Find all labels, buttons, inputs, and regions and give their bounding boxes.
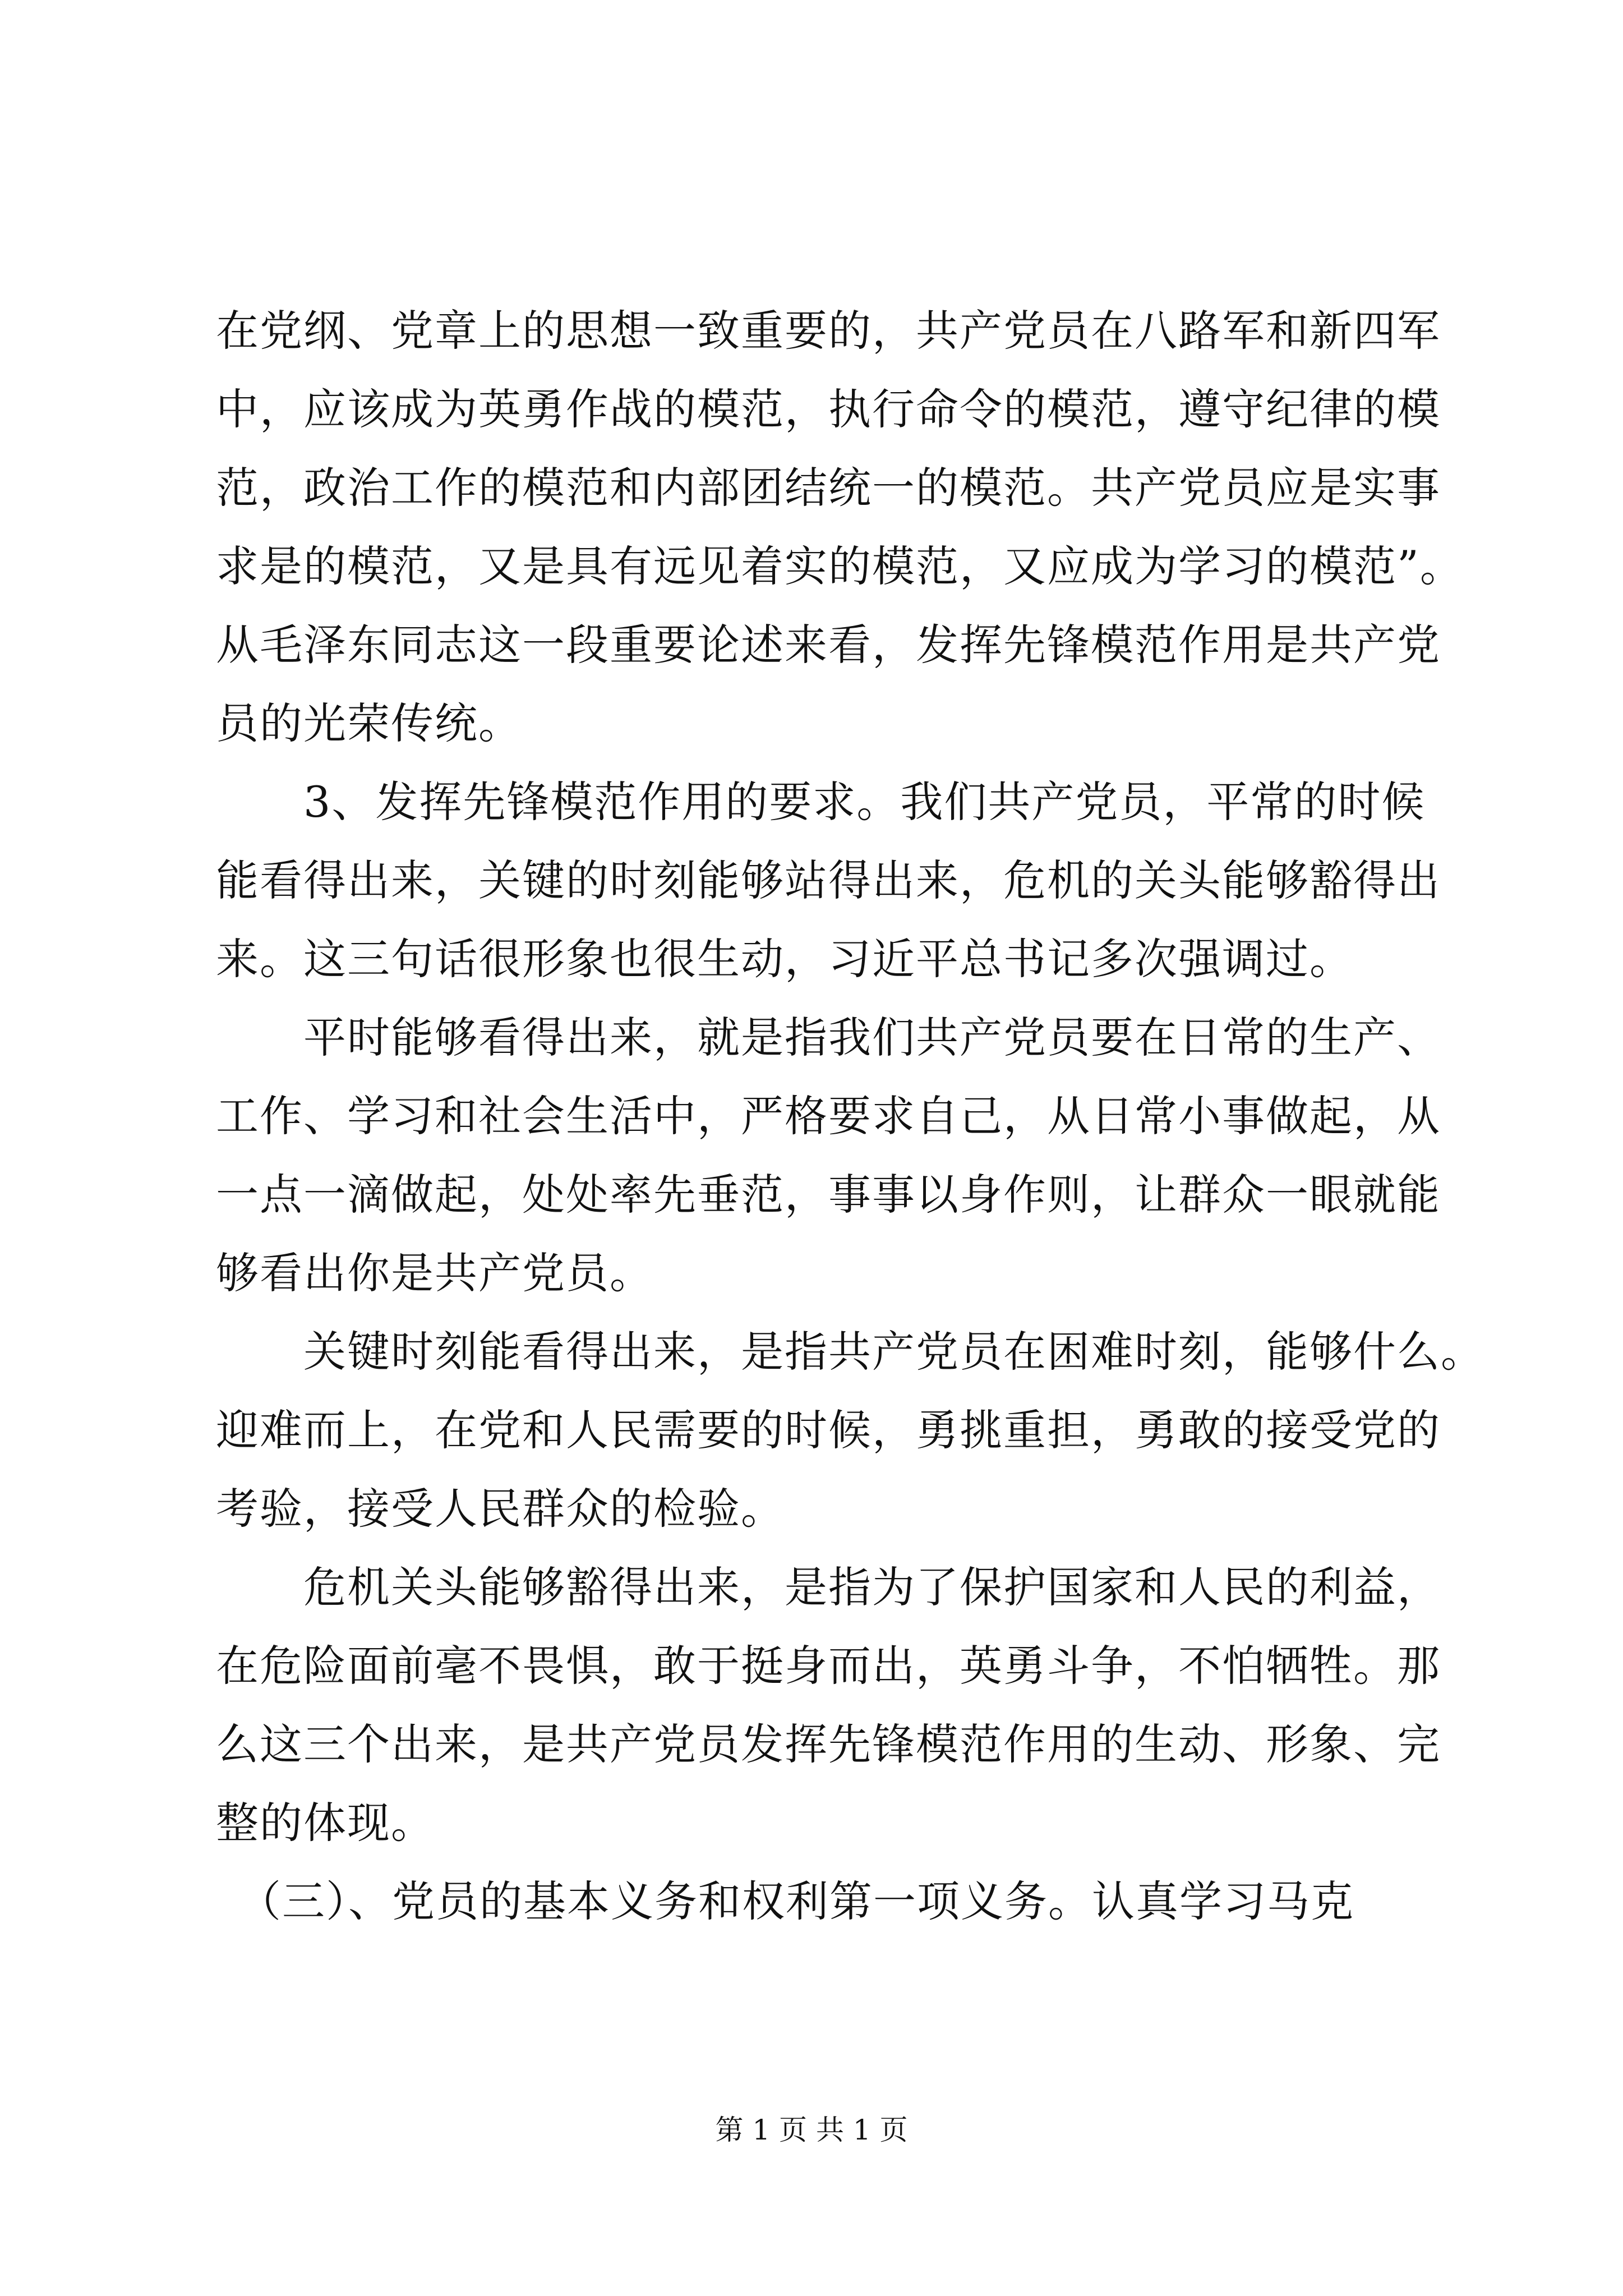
text-line: 3、发挥先锋模范作用的要求。我们共产党员，平常的时候 [216, 777, 1426, 827]
text-line: 危机关头能够豁得出来，是指为了保护国家和人民的利益， [216, 1562, 1441, 1612]
text-line: 迎难而上，在党和人民需要的时候，勇挑重担，勇敢的接受党的 [216, 1405, 1441, 1455]
text-line: 工作、学习和社会生活中，严格要求自己，从日常小事做起，从 [216, 1091, 1441, 1141]
text-line: 够看出你是共产党员。 [216, 1248, 653, 1298]
text-line: 能看得出来，关键的时刻能够站得出来，危机的关头能够豁得出 [216, 855, 1441, 905]
text-line: 平时能够看得出来，就是指我们共产党员要在日常的生产、 [216, 1013, 1441, 1062]
text-line: 整的体现。 [216, 1798, 435, 1848]
text-line: 范，政治工作的模范和内部团结统一的模范。共产党员应是实事 [216, 463, 1441, 513]
text-line: 求是的模范，又是具有远见着实的模范，又应成为学习的模范”。 [216, 541, 1464, 591]
text-line: 在危险面前毫不畏惧，敢于挺身而出，英勇斗争，不怕牺牲。那 [216, 1641, 1441, 1691]
text-line: 中，应该成为英勇作战的模范，执行命令的模范，遵守纪律的模 [216, 384, 1441, 434]
text-line: 在党纲、党章上的思想一致重要的，共产党员在八路军和新四军 [216, 306, 1441, 356]
text-line: （三）、党员的基本义务和权利第一项义务。认真学习马克 [216, 1876, 1354, 1926]
text-line: 从毛泽东同志这一段重要论述来看，发挥先锋模范作用是共产党 [216, 620, 1441, 670]
text-line: 考验，接受人民群众的检验。 [216, 1484, 785, 1534]
text-line: 关键时刻能看得出来，是指共产党员在困难时刻，能够什么。 [216, 1327, 1484, 1377]
text-line: 么这三个出来，是共产党员发挥先锋模范作用的生动、形象、完 [216, 1719, 1441, 1769]
page-number-footer: 第 1 页 共 1 页 [715, 2114, 908, 2146]
text-line: 来。这三句话很形象也很生动，习近平总书记多次强调过。 [216, 934, 1353, 984]
document-body [216, 292, 1484, 1941]
text-line: 员的光荣传统。 [216, 698, 522, 748]
text-line: 一点一滴做起，处处率先垂范，事事以身作则，让群众一眼就能 [216, 1170, 1441, 1220]
